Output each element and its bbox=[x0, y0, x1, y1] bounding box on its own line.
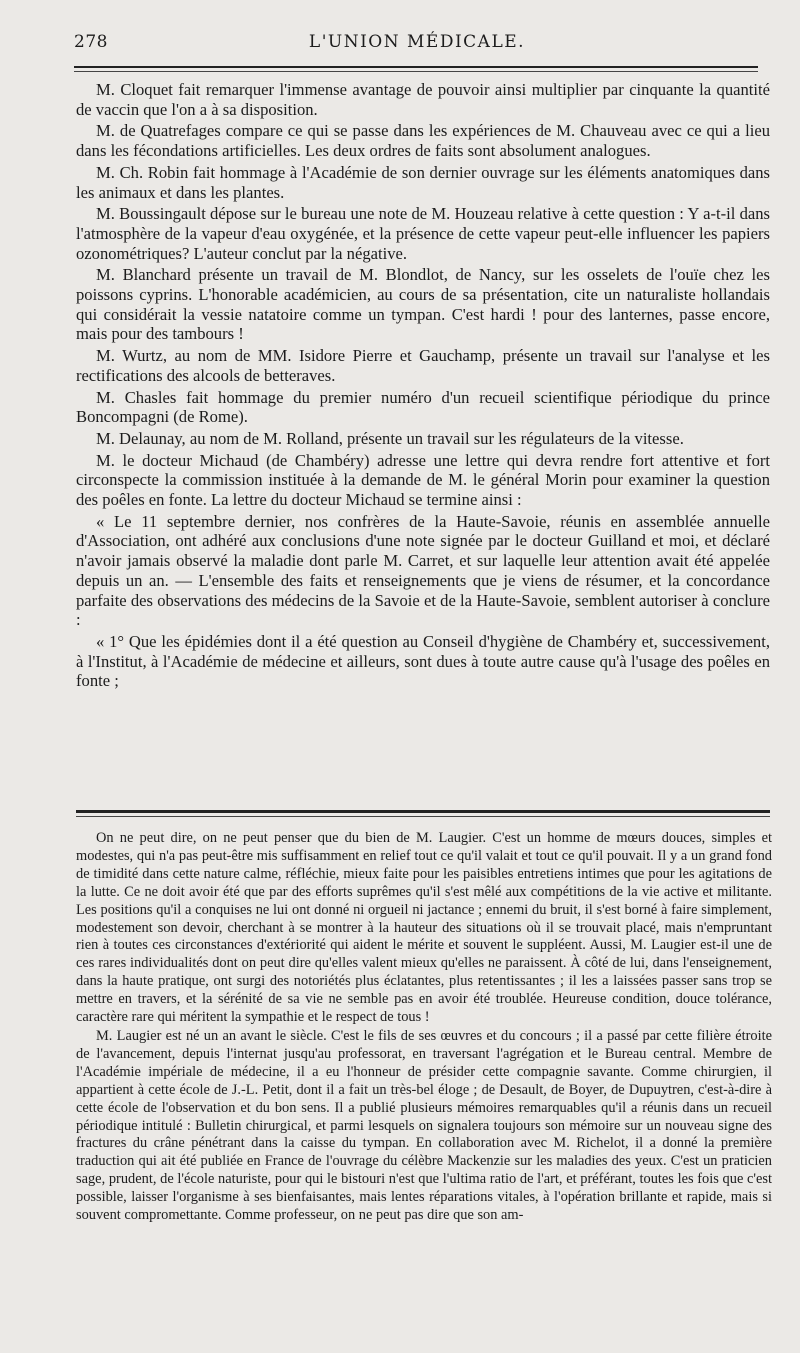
paragraph-robin: M. Ch. Robin fait hommage à l'Académie de son dernier ouvrage sur les éléments anatomiques dans les animaux et dans les plantes. bbox=[76, 162, 770, 202]
feuilleton-paragraph-2: M. Laugier est né un an avant le siècle. C'est le fils de ses œuvres et du concours ; il a passé par cette filière étroite de l'avancement, depuis l'internat jusqu'au professorat, en traversant l'agrégation et le Bureau central. Membre de l'Académie impériale de médecine, il a eu l'honneur de présider cette compagnie savante. Comme chirurgien, il appartient à cette école de J.-L. Petit, dont il a fait un très-bel éloge ; de Desault, de Boyer, de Dupuytren, c'est-à-dire à cette école de l'observation et du bon sens. Il a publié plusieurs mémoires remarquables qu'il a réunis dans un recueil périodique intitulé : Bulletin chirurgical, et parmi lesquels on signalera toujours son mémoire sur un nouveau signe des fractures du crâne pénétrant dans la caisse du tympan. En collaboration avec M. Richelot, il a donné la première traduction qui ait été publiée en France de l'ouvrage du célèbre Mackenzie sur les maladies des yeux. C'est un praticien sage, prudent, de l'école naturiste, pour qui le bistouri n'est que l'ultima ratio de l'art, et préférant, toutes les fois que c'est possible, laisser l'organisme à ses bienfaisantes, mais lentes réparations vitales, à l'opération brillante et rapide, mais si souvent compromettante. Comme professeur, on ne peut pas dire que son am- bbox=[76, 1027, 772, 1224]
paragraph-conclusion-1: « 1° Que les épidémies dont il a été question au Conseil d'hygiène de Chambéry et, successivement, à l'Institut, à l'Académie de médecine et ailleurs, sont dues à toute autre cause qu'à l'usage des poêles en fonte ; bbox=[76, 631, 770, 691]
paragraph-cloquet: M. Cloquet fait remarquer l'immense avantage de pouvoir ainsi multiplier par cinquante la quantité de vaccin que l'on a à sa disposition. bbox=[76, 80, 770, 119]
paragraph-michaud: M. le docteur Michaud (de Chambéry) adresse une lettre qui devra rendre fort attentive et fort circonspecte la commission instituée à la demande de M. le général Morin pour examiner la question des poêles en fonte. La lettre du docteur Michaud se termine ainsi : bbox=[76, 450, 770, 510]
header-rule-thin bbox=[74, 71, 758, 72]
paragraph-letter-quote: « Le 11 septembre dernier, nos confrères de la Haute-Savoie, réunis en assemblée annuelle d'Association, ont adhéré aux conclusions d'une note signée par le docteur Guilland et moi, et déclaré n'avoir jamais observé la maladie dont parle M. Carret, et sur laquelle leur attention avait été appelée depuis un an. — L'ensemble des faits et renseignements que je viens de résumer, et la concordance parfaite des observations des médecins de la Savoie et de la Haute-Savoie, semblent autoriser à conclure : bbox=[76, 511, 770, 630]
academy-report-text bbox=[76, 80, 770, 693]
paragraph-wurtz: M. Wurtz, au nom de MM. Isidore Pierre et Gauchamp, présente un travail sur l'analyse et les rectifications des alcools de betteraves. bbox=[76, 346, 770, 385]
paragraph-boussingault: M. Boussingault dépose sur le bureau une note de M. Houzeau relative à cette question : Y a-t-il dans l'atmosphère de la vapeur d'eau oxygénée, et la présence de cette vapeur peut-elle influencer les papiers ozonométriques? L'auteur conclut par la négative. bbox=[76, 204, 770, 263]
paragraph-blanchard: M. Blanchard présente un travail de M. Blondlot, de Nancy, sur les osselets de l'ouïe chez les poissons cyprins. L'honorable académicien, au cours de sa présentation, cite un naturaliste hollandais qui considérait la vessie natatoire comme un tympan. C'est hardi ! pour des lanternes, passe encore, mais pour des tambours ! bbox=[76, 265, 770, 344]
header-rule bbox=[74, 66, 758, 68]
running-title: L'UNION MÉDICALE. bbox=[308, 32, 526, 52]
paragraph-quatrefages: M. de Quatrefages compare ce qui se passe dans les expériences de M. Chauveau avec ce qui a lieu dans les fécondations artificielles. Les deux ordres de faits sont absolument analogues. bbox=[76, 121, 770, 161]
feuilleton-text bbox=[76, 830, 772, 1225]
feuilleton-separator-rule bbox=[76, 810, 770, 813]
paragraph-delaunay: M. Delaunay, au nom de M. Rolland, présente un travail sur les régulateurs de la vitesse. bbox=[96, 428, 684, 448]
page-number: 278 bbox=[74, 32, 108, 52]
paragraph-chasles: M. Chasles fait hommage du premier numéro d'un recueil scientifique périodique du prince Boncompagni (de Rome). bbox=[76, 387, 770, 427]
page-header bbox=[74, 32, 760, 56]
feuilleton-separator-rule-thin bbox=[76, 816, 770, 817]
feuilleton-paragraph-1: On ne peut dire, on ne peut penser que du bien de M. Laugier. C'est un homme de mœurs douces, simples et modestes, qui n'a pas peut-être mis suffisamment en relief tout ce qu'il valait et tout ce qu'il pouvait. Il y a un grand fond de timidité dans cette nature calme, réfléchie, mieux faite pour les paisibles entretiens intimes que pour les agitations de la lutte. Ce ne doit avoir été que par des efforts suprêmes qu'il s'est mêlé aux compétitions de la vie active et militante. Les positions qu'il a conquises ne lui ont donné ni orgueil ni jactance ; ennemi du bruit, il s'est borné à faire simplement, modestement son devoir, cherchant à se montrer à la hauteur des situations où il se trouvait placé, mais n'empruntant rien à toutes ces circonstances d'extériorité qui aident le mérite et souvent le suppléent. Aussi, M. Laugier est-il une de ces rares individualités dont on peut dire qu'elles valent mieux qu'elles ne paraissent. À côté de lui, dans l'enseignement, dans la haute pratique, ont surgi des notoriétés plus éclatantes, plus retentissantes ; il les a laissées passer sans trop se mettre en travers, et la sérénité de sa vie ne semble pas en avoir été troublée. Heureuse condition, douce tolérance, caractère rare qui méritent la sympathie et le respect de tous ! bbox=[76, 830, 772, 1026]
